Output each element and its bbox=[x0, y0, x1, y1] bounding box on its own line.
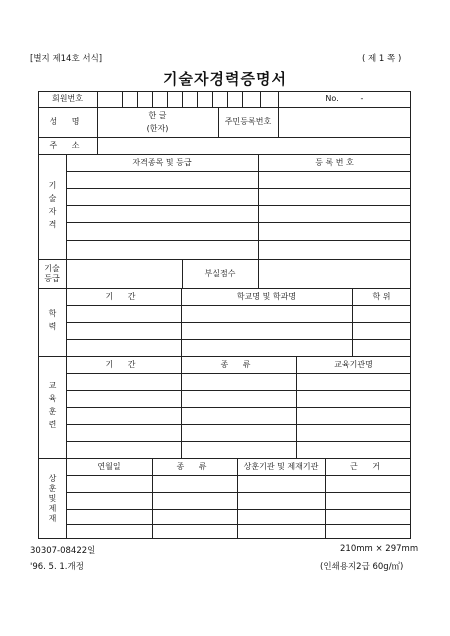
training-section-label: 교육훈련 bbox=[48, 381, 57, 433]
hanja-label: (한자) bbox=[146, 123, 169, 133]
form-code: 30307-08422일 bbox=[30, 546, 96, 556]
awards-basis-header: 근 거 bbox=[350, 461, 386, 471]
paper-spec: (인쇄용지2급 60g/㎡) bbox=[320, 562, 404, 572]
registration-number-header: 등 록 번 호 bbox=[315, 157, 354, 167]
form-number: [별지 제14호 서식] bbox=[30, 54, 103, 64]
education-period-header: 기 간 bbox=[105, 291, 142, 301]
education-section-label: 학력 bbox=[48, 309, 57, 335]
qualification-type-header: 자격종목 및 등급 bbox=[132, 157, 192, 167]
member-number-label: 회원번호 bbox=[52, 94, 83, 103]
school-major-header: 학교명 및 학과명 bbox=[236, 291, 297, 301]
serial-no-dash: - bbox=[360, 94, 364, 103]
tech-grade-label: 기술등급 bbox=[44, 263, 60, 283]
violation-score-label: 부실점수 bbox=[204, 268, 236, 278]
name-label: 성 명 bbox=[49, 117, 86, 126]
training-kind-header: 종 류 bbox=[220, 359, 257, 369]
awards-date-header: 연월일 bbox=[97, 461, 121, 471]
paper-size: 210mm × 297mm bbox=[340, 544, 419, 554]
resident-number-label: 주민등록번호 bbox=[224, 117, 272, 126]
training-period-header: 기 간 bbox=[105, 359, 142, 369]
awards-kind-header: 종 류 bbox=[176, 461, 213, 471]
degree-header: 학 위 bbox=[372, 291, 391, 301]
awards-section-label: 상훈및제재 bbox=[48, 473, 57, 524]
training-institution-header: 교육기관명 bbox=[334, 359, 373, 369]
serial-no-label: No. bbox=[325, 94, 339, 103]
revision-date: '96. 5. 1.개정 bbox=[30, 562, 84, 572]
hangul-label: 한 글 bbox=[148, 110, 167, 120]
awards-institution-header: 상훈기관 및 제재기관 bbox=[243, 461, 319, 471]
page-indicator: ( 제 1 쪽 ) bbox=[362, 54, 402, 64]
qualification-section-label: 기술자격 bbox=[48, 180, 57, 233]
address-label: 주 소 bbox=[49, 140, 86, 150]
page-title: 기술자경력증명서 bbox=[163, 70, 287, 88]
